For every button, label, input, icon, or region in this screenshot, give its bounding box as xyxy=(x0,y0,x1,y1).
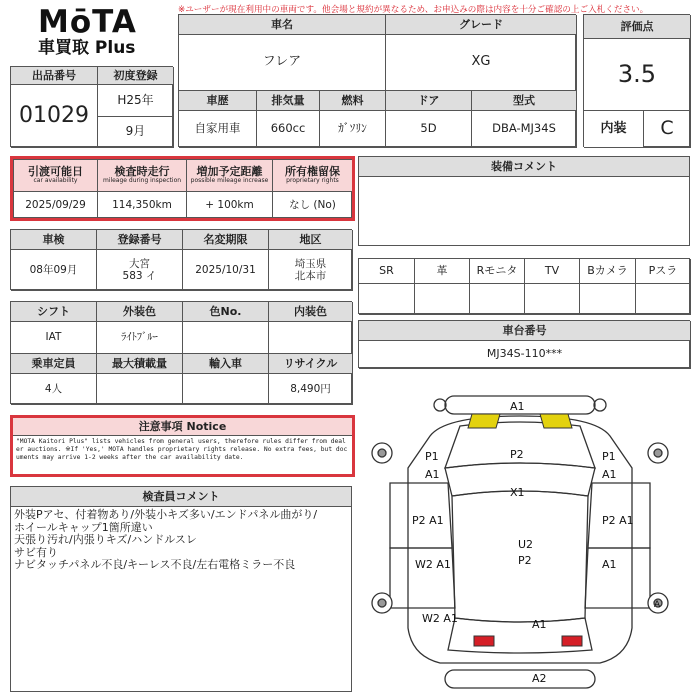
vehicle-info xyxy=(178,14,576,147)
plate-label: 登録番号 xyxy=(97,230,183,250)
mark-bottom-a1: A1 xyxy=(532,618,547,631)
mark-hood-x1: X1 xyxy=(510,486,525,499)
color-no-value xyxy=(183,322,269,354)
interior-color-label: 内装色 xyxy=(269,302,353,322)
vehicle-name: フレア xyxy=(179,35,386,91)
exhibit-no: 01029 xyxy=(11,85,98,148)
name-change-label: 名変期限 xyxy=(183,230,269,250)
chassis-number: MJ34S-110*** xyxy=(359,341,691,369)
shift-label: シフト xyxy=(11,302,97,322)
notice-box xyxy=(10,415,355,477)
mark-left-p2a1: P2 A1 xyxy=(412,514,444,527)
right-rear-door xyxy=(585,548,650,608)
rear-light-right xyxy=(562,636,582,646)
doors-label: ドア xyxy=(386,91,472,111)
exterior-color-label: 外装色 xyxy=(97,302,183,322)
interior-label: 内装 xyxy=(584,111,644,148)
vehicle-history: 自家用車 xyxy=(179,111,257,148)
max-load-value xyxy=(97,374,183,405)
color-no-label: 色No. xyxy=(183,302,269,322)
score-label: 評価点 xyxy=(584,15,691,39)
flag-power-slide-value xyxy=(636,284,691,315)
inspector-line: 外装Pアセ、付着物あり/外装小キズ多い/エンドパネル曲がり/ xyxy=(14,508,318,521)
plate-value xyxy=(97,250,183,291)
import-value xyxy=(183,374,269,405)
vehicle-doors: 5D xyxy=(386,111,472,148)
availability-date-label: 引渡可能日 xyxy=(28,165,83,179)
mark-right-p1: P1 xyxy=(602,450,616,463)
flag-sr-label: SR xyxy=(359,259,415,284)
mark-left-p1: P1 xyxy=(425,450,439,463)
availability-red-frame xyxy=(10,156,355,221)
name-change-value: 2025/10/31 xyxy=(183,250,269,291)
rear-bumper xyxy=(445,670,595,688)
increase-sub: possible mileage increase xyxy=(190,176,269,184)
recycle-value: 8,490円 xyxy=(269,374,353,405)
model-label: 型式 xyxy=(472,91,577,111)
flag-leather-label: 革 xyxy=(415,259,470,284)
mark-center-p2: P2 xyxy=(518,554,532,567)
region-label: 地区 xyxy=(269,230,353,250)
availability-date-sub: car availability xyxy=(33,176,78,184)
exterior-color-value: ﾗｲﾄﾌﾞﾙｰ xyxy=(97,322,183,354)
region-line1: 埼玉県 xyxy=(294,257,327,270)
registration-table xyxy=(10,229,352,290)
rear-light-left xyxy=(474,636,494,646)
capacity-value: 4人 xyxy=(11,374,97,405)
mark-right-p2a1: P2 A1 xyxy=(602,514,634,527)
plate-line1: 大宮 xyxy=(129,257,150,270)
front-light-right xyxy=(540,414,572,428)
inspector-line: サビ有り xyxy=(14,545,58,559)
vehicle-fuel: ｶﾞｿﾘﾝ xyxy=(320,111,386,148)
history-label: 車歴 xyxy=(179,91,257,111)
left-rear-door xyxy=(390,548,455,608)
flag-tv-label: TV xyxy=(525,259,580,284)
logo-subtitle: 車買取 Plus xyxy=(38,38,136,58)
mark-top-a1: A1 xyxy=(510,400,525,413)
region-value xyxy=(269,250,353,291)
front-mirror-right xyxy=(594,399,606,411)
mileage-sub: mileage during inspection xyxy=(102,176,182,184)
first-reg-year: H25年 xyxy=(98,85,174,117)
mota-logo xyxy=(38,6,148,62)
import-label: 輸入車 xyxy=(183,354,269,374)
wheels xyxy=(372,443,668,613)
displacement-label: 排気量 xyxy=(257,91,320,111)
mark-roof-p2: P2 xyxy=(510,448,524,461)
mileage-label: 検査時走行 xyxy=(114,165,170,179)
flag-back-camera-label: Bカメラ xyxy=(580,259,636,284)
mark-center-u2: U2 xyxy=(518,538,534,551)
flag-rear-monitor-label: Rモニタ xyxy=(470,259,525,284)
equipment-flags xyxy=(358,258,690,314)
rights-label: 所有権留保 xyxy=(285,165,340,179)
inspector-line: ナビタッチパネル不良/キーレス不良/左右電格ミラー不良 xyxy=(14,558,296,571)
front-light-left xyxy=(468,414,500,428)
inspector-line: ホイールキャップ1箇所違い xyxy=(14,520,153,534)
flag-back-camera-value xyxy=(580,284,636,315)
flag-leather-value xyxy=(415,284,470,315)
name-label: 車名 xyxy=(179,15,386,35)
vehicle-displacement: 660cc xyxy=(257,111,320,148)
grade-label: グレード xyxy=(386,15,577,35)
interior-color-value xyxy=(269,322,353,354)
front-mirror-left xyxy=(434,399,446,411)
mileage-value: 114,350km xyxy=(98,192,187,219)
score-box xyxy=(583,14,690,147)
score-value: 3.5 xyxy=(584,39,691,111)
inspection-label: 車検 xyxy=(11,230,97,250)
chassis-label: 車台番号 xyxy=(359,321,691,341)
exhibit-no-label: 出品番号 xyxy=(11,67,98,85)
recycle-label: リサイクル xyxy=(269,354,353,374)
region-line2: 北本市 xyxy=(294,270,327,282)
mark-right-a1: A1 xyxy=(602,468,617,481)
flag-sr-value xyxy=(359,284,415,315)
logo-text: MōTA xyxy=(38,4,137,40)
chassis-box xyxy=(358,320,690,368)
first-reg-month: 9月 xyxy=(98,117,174,148)
increase-value: + 100km xyxy=(187,192,273,219)
flag-rear-monitor-value xyxy=(470,284,525,315)
increase-label: 増加予定距離 xyxy=(196,165,263,179)
equipment-text xyxy=(359,177,689,183)
fuel-label: 燃料 xyxy=(320,91,386,111)
vehicle-model: DBA-MJ34S xyxy=(472,111,577,148)
inspection-value: 08年09月 xyxy=(11,250,97,291)
first-reg-label: 初度登録 xyxy=(98,67,174,85)
vehicle-grade: XG xyxy=(386,35,577,91)
flag-tv-value xyxy=(525,284,580,315)
equipment-title: 装備コメント xyxy=(359,157,689,177)
interior-grade: C xyxy=(644,111,691,148)
mark-right-a1-lower: A1 xyxy=(602,558,617,571)
max-load-label: 最大積載量 xyxy=(97,354,183,374)
mark-wheel-a: A xyxy=(654,600,661,610)
plate-line2: 583 イ xyxy=(122,270,157,282)
mark-left-a1: A1 xyxy=(425,468,440,481)
shift-value: IAT xyxy=(11,322,97,354)
rights-sub: proprietary rights xyxy=(286,176,339,184)
availability-date: 2025/09/29 xyxy=(14,192,98,219)
specs-table xyxy=(10,301,352,404)
rights-value: なし (No) xyxy=(273,192,353,219)
inspector-comment-box xyxy=(10,486,352,692)
top-notice: ※ユーザーが現在利用中の車両です。他会場と規約が異なるため、お申込みの際は内容を十分ご確認の上ご入札ください。 xyxy=(178,5,649,15)
inspector-title: 検査員コメント xyxy=(11,487,351,507)
notice-title: 注意事項 Notice xyxy=(13,418,352,436)
mark-bottom-w2a1: W2 A1 xyxy=(422,612,458,625)
mark-left-w2a1: W2 A1 xyxy=(415,558,451,571)
flag-power-slide-label: Pスラ xyxy=(636,259,691,284)
car-diagram xyxy=(360,388,688,694)
mark-bottom-a2: A2 xyxy=(532,672,547,685)
notice-body: "MOTA Kaitori Plus" lists vehicles from general users, therefore rules differ from dealer auctions. ※If 'Yes,' MOTA handles proprietary rights release. No extra fees, but documents may arrive 1-2 weeks after the car availability date. xyxy=(16,438,348,461)
inspector-line: 天張り汚れ/内張りキズ/ハンドルスレ xyxy=(14,533,197,546)
hood xyxy=(445,422,595,468)
equipment-comment-box xyxy=(358,156,690,246)
listing-box xyxy=(10,66,173,147)
capacity-label: 乗車定員 xyxy=(11,354,97,374)
